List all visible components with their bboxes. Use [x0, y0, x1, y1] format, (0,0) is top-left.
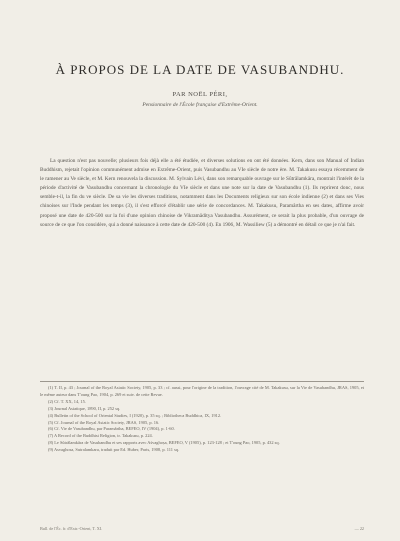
footnote: (6) Cf. Vie de Vasubandhu, par Paramârtha, BEFEO, IV (1904), p. 1-60. — [48, 426, 175, 432]
article-body — [40, 157, 364, 230]
footnote: (2) Cf. T. XX, 14, 15. — [48, 398, 86, 404]
footnote: (7) A Record of the Buddhist Religion, tr. Takakusu, p. 224. — [48, 433, 153, 439]
article-affiliation: Pensionnaire de l'École française d'Extrême-Orient. — [142, 102, 258, 108]
footnote: (8) Le Sûtrâlamkâra de Vasubandhu et ses rapports avec Aśvaghoṣa, BEFEO, V (1905), p. 123-128 ; et T'oung Pao, 1905, p. 432 sq. — [48, 440, 280, 446]
footnote: (4) Bulletin of the School of Oriental Studies, I (1920), p. 35 sq. ; Bibliotheca Buddhica, IX, 1912. — [48, 412, 222, 418]
running-footer: Bull. de l'Éc. fr. d'Extr.-Orient, T. XI. — [40, 526, 103, 531]
footnotes — [40, 385, 364, 454]
article-author: PAR NOËL PÉRI, — [172, 91, 228, 98]
article-title: À PROPOS DE LA DATE DE VASUBANDHU. — [55, 62, 345, 77]
footnote: (5) Cf. Journal of the Royal Asiatic Society, JRAS, 1905, p. 16. — [48, 419, 160, 425]
footnote: (9) Asvaghosa, Sutralamkara, traduit par Ed. Huber, Paris, 1908, p. 111 sq. — [48, 447, 180, 453]
footnote: (1) T. II, p. 43 ; Journal of the Royal Asiatic Society, 1905, p. 33 ; cf. aussi, pour l'origine de la tradition, l'ouvrage cité de M. Takakusu, sur la Vie de Vasubandhu, JRAS, 1905, et le même auteur dans T'oung Pao, 1904, p. 269 et suiv. de cette Revue. — [40, 385, 364, 397]
footnote-divider — [40, 381, 364, 382]
body-paragraph: La question n'est pas nouvelle; plusieurs fois déjà elle a été étudiée, et diverses solutions en ont été données. Kern, dans son Manual of Indian Buddhism, rejetait l'opinion communément admise en Extrême-Orient, puis Vasubandhu au VIe siècle de notre ère. M. Takakusu essaya récemment de le ramener au Ve siècle, et M. Kern renouvela la discussion. M. Sylvain Lévi, dans son remarquable ouvrage sur le Sûtrâlamkâra, montrait l'intérêt de la période d'activité de Vasubandhu concernant la chronologie du VIe siècle et dans une note sur la date de Vasubandhu (1). Ils reprirent donc, nous semble-t-il, la fin du ve siècle. De sa vie les diverses traditions, notamment dans les Documents religieux sur son école indienne (2) et dans ses Vies chinoises sur l'Inde pendant les temps (3), il s'est efforcé d'établir une série de concordances. M. Takakusu, Paramârtha en ses dates, affirme avoir proposé une date de 420-500 sur la foi d'une opinion chinoise de Vikramâditya Vasubandhu. Assurément, ce serait la plus probable, d'un ouvrage de source de ce que l'on considère, qui a donné naissance à cette date de 420-500 (4). En 1906, M. Wassiliew (5) a démontré en détail ce que je n'ai fait. — [40, 158, 364, 228]
page-number: — 22 — [354, 526, 364, 531]
footnote: (3) Journal Asiatique, 1890, II, p. 252 sq. — [48, 405, 121, 411]
